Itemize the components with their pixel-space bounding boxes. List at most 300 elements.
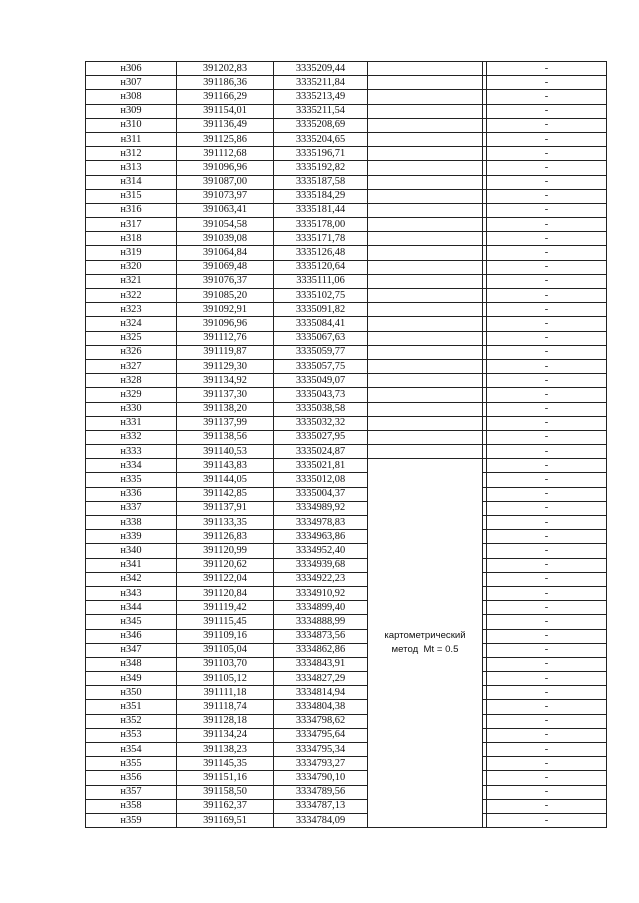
- y-coordinate-cell: 3334793,27: [274, 757, 368, 771]
- table-row: [86, 76, 607, 90]
- x-coordinate-cell: 391120,84: [177, 586, 274, 600]
- table-row: [86, 743, 607, 757]
- y-coordinate-cell: 3334939,68: [274, 558, 368, 572]
- x-coordinate-cell: 391138,56: [177, 430, 274, 444]
- point-name-cell: н316: [86, 203, 177, 217]
- note-cell: -: [487, 657, 607, 671]
- y-coordinate-cell: 3334862,86: [274, 643, 368, 657]
- point-name-cell: н352: [86, 714, 177, 728]
- table-row: [86, 246, 607, 260]
- note-cell: -: [487, 246, 607, 260]
- table-row: [86, 203, 607, 217]
- table-row: [86, 629, 607, 643]
- x-coordinate-cell: 391103,70: [177, 657, 274, 671]
- x-coordinate-cell: 391137,30: [177, 388, 274, 402]
- method-cell: [368, 459, 483, 828]
- table-row: [86, 345, 607, 359]
- x-coordinate-cell: 391151,16: [177, 771, 274, 785]
- point-name-cell: н342: [86, 572, 177, 586]
- method-cell-empty: [368, 303, 483, 317]
- point-name-cell: н338: [86, 516, 177, 530]
- table-row: [86, 317, 607, 331]
- x-coordinate-cell: 391109,16: [177, 629, 274, 643]
- point-name-cell: н318: [86, 232, 177, 246]
- x-coordinate-cell: 391120,99: [177, 544, 274, 558]
- x-coordinate-cell: 391162,37: [177, 799, 274, 813]
- y-coordinate-cell: 3335120,64: [274, 260, 368, 274]
- y-coordinate-cell: 3335181,44: [274, 203, 368, 217]
- point-name-cell: н333: [86, 445, 177, 459]
- table-row: [86, 274, 607, 288]
- point-name-cell: н309: [86, 104, 177, 118]
- y-coordinate-cell: 3334910,92: [274, 586, 368, 600]
- note-cell: -: [487, 289, 607, 303]
- y-coordinate-cell: 3335057,75: [274, 359, 368, 373]
- method-cell-empty: [368, 274, 483, 288]
- point-name-cell: н312: [86, 147, 177, 161]
- point-name-cell: н324: [86, 317, 177, 331]
- x-coordinate-cell: 391158,50: [177, 785, 274, 799]
- table-row: [86, 289, 607, 303]
- y-coordinate-cell: 3335208,69: [274, 118, 368, 132]
- x-coordinate-cell: 391105,12: [177, 672, 274, 686]
- y-coordinate-cell: 3335038,58: [274, 402, 368, 416]
- note-cell: -: [487, 430, 607, 444]
- x-coordinate-cell: 391076,37: [177, 274, 274, 288]
- y-coordinate-cell: 3335043,73: [274, 388, 368, 402]
- note-cell: -: [487, 62, 607, 76]
- table-row: [86, 728, 607, 742]
- method-cell-empty: [368, 289, 483, 303]
- note-cell: -: [487, 771, 607, 785]
- y-coordinate-cell: 3335213,49: [274, 90, 368, 104]
- method-cell-empty: [368, 359, 483, 373]
- x-coordinate-cell: 391142,85: [177, 487, 274, 501]
- table-row: [86, 189, 607, 203]
- y-coordinate-cell: 3335178,00: [274, 218, 368, 232]
- x-coordinate-cell: 391129,30: [177, 359, 274, 373]
- x-coordinate-cell: 391119,87: [177, 345, 274, 359]
- point-name-cell: н311: [86, 132, 177, 146]
- table-row: [86, 62, 607, 76]
- method-cell-empty: [368, 232, 483, 246]
- coordinates-table-body: [86, 62, 607, 828]
- x-coordinate-cell: 391186,36: [177, 76, 274, 90]
- point-name-cell: н326: [86, 345, 177, 359]
- note-cell: -: [487, 459, 607, 473]
- note-cell: -: [487, 203, 607, 217]
- point-name-cell: н340: [86, 544, 177, 558]
- note-cell: -: [487, 104, 607, 118]
- table-row: [86, 175, 607, 189]
- y-coordinate-cell: 3335021,81: [274, 459, 368, 473]
- point-name-cell: н329: [86, 388, 177, 402]
- x-coordinate-cell: 391140,53: [177, 445, 274, 459]
- table-row: [86, 501, 607, 515]
- x-coordinate-cell: 391138,23: [177, 743, 274, 757]
- method-cell-empty: [368, 132, 483, 146]
- note-cell: -: [487, 416, 607, 430]
- x-coordinate-cell: 391112,76: [177, 331, 274, 345]
- method-cell-empty: [368, 445, 483, 459]
- x-coordinate-cell: 391039,08: [177, 232, 274, 246]
- table-row: [86, 771, 607, 785]
- table-row: [86, 388, 607, 402]
- point-name-cell: н321: [86, 274, 177, 288]
- note-cell: -: [487, 700, 607, 714]
- x-coordinate-cell: 391144,05: [177, 473, 274, 487]
- y-coordinate-cell: 3334787,13: [274, 799, 368, 813]
- y-coordinate-cell: 3335211,54: [274, 104, 368, 118]
- y-coordinate-cell: 3334899,40: [274, 601, 368, 615]
- y-coordinate-cell: 3335102,75: [274, 289, 368, 303]
- x-coordinate-cell: 391063,41: [177, 203, 274, 217]
- x-coordinate-cell: 391118,74: [177, 700, 274, 714]
- note-cell: -: [487, 615, 607, 629]
- note-cell: -: [487, 76, 607, 90]
- table-row: [86, 586, 607, 600]
- note-cell: -: [487, 175, 607, 189]
- point-name-cell: н347: [86, 643, 177, 657]
- note-cell: -: [487, 501, 607, 515]
- y-coordinate-cell: 3335196,71: [274, 147, 368, 161]
- x-coordinate-cell: 391064,84: [177, 246, 274, 260]
- table-row: [86, 374, 607, 388]
- table-row: [86, 147, 607, 161]
- method-cell-empty: [368, 90, 483, 104]
- point-name-cell: н331: [86, 416, 177, 430]
- table-row: [86, 700, 607, 714]
- method-cell-empty: [368, 218, 483, 232]
- x-coordinate-cell: 391085,20: [177, 289, 274, 303]
- method-cell-empty: [368, 76, 483, 90]
- point-name-cell: н314: [86, 175, 177, 189]
- note-cell: -: [487, 402, 607, 416]
- y-coordinate-cell: 3335126,48: [274, 246, 368, 260]
- point-name-cell: н307: [86, 76, 177, 90]
- point-name-cell: н336: [86, 487, 177, 501]
- table-row: [86, 331, 607, 345]
- note-cell: -: [487, 218, 607, 232]
- method-cell-empty: [368, 189, 483, 203]
- x-coordinate-cell: 391115,45: [177, 615, 274, 629]
- point-name-cell: н319: [86, 246, 177, 260]
- point-name-cell: н328: [86, 374, 177, 388]
- table-row: [86, 558, 607, 572]
- y-coordinate-cell: 3334952,40: [274, 544, 368, 558]
- point-name-cell: н322: [86, 289, 177, 303]
- y-coordinate-cell: 3334784,09: [274, 813, 368, 827]
- x-coordinate-cell: 391111,18: [177, 686, 274, 700]
- method-cell-empty: [368, 203, 483, 217]
- note-cell: -: [487, 90, 607, 104]
- x-coordinate-cell: 391166,29: [177, 90, 274, 104]
- table-row: [86, 601, 607, 615]
- method-cell-empty: [368, 62, 483, 76]
- y-coordinate-cell: 3335049,07: [274, 374, 368, 388]
- point-name-cell: н354: [86, 743, 177, 757]
- y-coordinate-cell: 3334843,91: [274, 657, 368, 671]
- coordinates-table: [85, 61, 607, 828]
- y-coordinate-cell: 3334789,56: [274, 785, 368, 799]
- note-cell: -: [487, 743, 607, 757]
- x-coordinate-cell: 391122,04: [177, 572, 274, 586]
- table-row: [86, 757, 607, 771]
- table-row: [86, 232, 607, 246]
- table-row: [86, 118, 607, 132]
- method-cell-empty: [368, 260, 483, 274]
- note-cell: -: [487, 799, 607, 813]
- point-name-cell: н350: [86, 686, 177, 700]
- method-cell-empty: [368, 345, 483, 359]
- method-cell-empty: [368, 331, 483, 345]
- method-cell-empty: [368, 402, 483, 416]
- note-cell: -: [487, 445, 607, 459]
- note-cell: -: [487, 473, 607, 487]
- table-row: [86, 530, 607, 544]
- y-coordinate-cell: 3335171,78: [274, 232, 368, 246]
- method-cell-empty: [368, 317, 483, 331]
- y-coordinate-cell: 3334795,34: [274, 743, 368, 757]
- note-cell: -: [487, 331, 607, 345]
- x-coordinate-cell: 391096,96: [177, 317, 274, 331]
- y-coordinate-cell: 3335027,95: [274, 430, 368, 444]
- note-cell: -: [487, 813, 607, 827]
- y-coordinate-cell: 3335012,08: [274, 473, 368, 487]
- y-coordinate-cell: 3335187,58: [274, 175, 368, 189]
- y-coordinate-cell: 3335192,82: [274, 161, 368, 175]
- table-row: [86, 544, 607, 558]
- table-row: [86, 813, 607, 827]
- point-name-cell: н356: [86, 771, 177, 785]
- note-cell: -: [487, 161, 607, 175]
- x-coordinate-cell: 391073,97: [177, 189, 274, 203]
- y-coordinate-cell: 3334795,64: [274, 728, 368, 742]
- note-cell: -: [487, 530, 607, 544]
- y-coordinate-cell: 3334963,86: [274, 530, 368, 544]
- point-name-cell: н341: [86, 558, 177, 572]
- table-row: [86, 132, 607, 146]
- y-coordinate-cell: 3334790,10: [274, 771, 368, 785]
- point-name-cell: н323: [86, 303, 177, 317]
- y-coordinate-cell: 3334888,99: [274, 615, 368, 629]
- table-row: [86, 104, 607, 118]
- table-row: [86, 672, 607, 686]
- x-coordinate-cell: 391134,92: [177, 374, 274, 388]
- method-cell-empty: [368, 374, 483, 388]
- method-cell-empty: [368, 416, 483, 430]
- y-coordinate-cell: 3334922,23: [274, 572, 368, 586]
- table-row: [86, 785, 607, 799]
- y-coordinate-cell: 3335211,84: [274, 76, 368, 90]
- point-name-cell: н332: [86, 430, 177, 444]
- table-row: [86, 459, 607, 473]
- x-coordinate-cell: 391137,91: [177, 501, 274, 515]
- method-cell-empty: [368, 147, 483, 161]
- x-coordinate-cell: 391169,51: [177, 813, 274, 827]
- note-cell: -: [487, 728, 607, 742]
- note-cell: -: [487, 643, 607, 657]
- y-coordinate-cell: 3335067,63: [274, 331, 368, 345]
- note-cell: -: [487, 232, 607, 246]
- y-coordinate-cell: 3334873,56: [274, 629, 368, 643]
- note-cell: -: [487, 572, 607, 586]
- note-cell: -: [487, 586, 607, 600]
- x-coordinate-cell: 391143,83: [177, 459, 274, 473]
- note-cell: -: [487, 189, 607, 203]
- point-name-cell: н358: [86, 799, 177, 813]
- table-row: [86, 416, 607, 430]
- table-row: [86, 303, 607, 317]
- point-name-cell: н334: [86, 459, 177, 473]
- point-name-cell: н349: [86, 672, 177, 686]
- point-name-cell: н345: [86, 615, 177, 629]
- y-coordinate-cell: 3335184,29: [274, 189, 368, 203]
- point-name-cell: н359: [86, 813, 177, 827]
- y-coordinate-cell: 3335091,82: [274, 303, 368, 317]
- y-coordinate-cell: 3335059,77: [274, 345, 368, 359]
- note-cell: -: [487, 785, 607, 799]
- point-name-cell: н353: [86, 728, 177, 742]
- point-name-cell: н335: [86, 473, 177, 487]
- table-row: [86, 161, 607, 175]
- method-cell-empty: [368, 118, 483, 132]
- point-name-cell: н313: [86, 161, 177, 175]
- method-name: картометрический: [384, 630, 466, 642]
- point-name-cell: н357: [86, 785, 177, 799]
- method-cell-empty: [368, 175, 483, 189]
- method-cell-empty: [368, 104, 483, 118]
- note-cell: -: [487, 714, 607, 728]
- y-coordinate-cell: 3334989,92: [274, 501, 368, 515]
- x-coordinate-cell: 391054,58: [177, 218, 274, 232]
- y-coordinate-cell: 3334798,62: [274, 714, 368, 728]
- note-cell: -: [487, 544, 607, 558]
- method-cell-empty: [368, 388, 483, 402]
- note-cell: -: [487, 601, 607, 615]
- point-name-cell: н320: [86, 260, 177, 274]
- x-coordinate-cell: 391087,00: [177, 175, 274, 189]
- x-coordinate-cell: 391069,48: [177, 260, 274, 274]
- x-coordinate-cell: 391105,04: [177, 643, 274, 657]
- x-coordinate-cell: 391138,20: [177, 402, 274, 416]
- table-row: [86, 686, 607, 700]
- note-cell: -: [487, 118, 607, 132]
- table-row: [86, 359, 607, 373]
- point-name-cell: н306: [86, 62, 177, 76]
- table-row: [86, 572, 607, 586]
- note-cell: -: [487, 757, 607, 771]
- table-row: [86, 643, 607, 657]
- x-coordinate-cell: 391133,35: [177, 516, 274, 530]
- point-name-cell: н344: [86, 601, 177, 615]
- point-name-cell: н346: [86, 629, 177, 643]
- note-cell: -: [487, 260, 607, 274]
- note-cell: -: [487, 317, 607, 331]
- y-coordinate-cell: 3335209,44: [274, 62, 368, 76]
- table-row: [86, 487, 607, 501]
- table-row: [86, 218, 607, 232]
- point-name-cell: н308: [86, 90, 177, 104]
- point-name-cell: н315: [86, 189, 177, 203]
- table-row: [86, 90, 607, 104]
- y-coordinate-cell: 3334804,38: [274, 700, 368, 714]
- point-name-cell: н355: [86, 757, 177, 771]
- table-row: [86, 714, 607, 728]
- x-coordinate-cell: 391125,86: [177, 132, 274, 146]
- table-row: [86, 260, 607, 274]
- y-coordinate-cell: 3335032,32: [274, 416, 368, 430]
- method-cell-empty: [368, 246, 483, 260]
- note-cell: -: [487, 374, 607, 388]
- method-cell-empty: [368, 161, 483, 175]
- note-cell: -: [487, 388, 607, 402]
- table-row: [86, 657, 607, 671]
- x-coordinate-cell: 391119,42: [177, 601, 274, 615]
- note-cell: -: [487, 629, 607, 643]
- point-name-cell: н339: [86, 530, 177, 544]
- x-coordinate-cell: 391137,99: [177, 416, 274, 430]
- note-cell: -: [487, 303, 607, 317]
- point-name-cell: н330: [86, 402, 177, 416]
- x-coordinate-cell: 391126,83: [177, 530, 274, 544]
- y-coordinate-cell: 3335084,41: [274, 317, 368, 331]
- table-row: [86, 516, 607, 530]
- table-row: [86, 430, 607, 444]
- y-coordinate-cell: 3334814,94: [274, 686, 368, 700]
- note-cell: -: [487, 274, 607, 288]
- y-coordinate-cell: 3335204,65: [274, 132, 368, 146]
- note-cell: -: [487, 516, 607, 530]
- note-cell: -: [487, 132, 607, 146]
- point-name-cell: н343: [86, 586, 177, 600]
- note-cell: -: [487, 345, 607, 359]
- table-row: [86, 473, 607, 487]
- x-coordinate-cell: 391145,35: [177, 757, 274, 771]
- note-cell: -: [487, 558, 607, 572]
- point-name-cell: н348: [86, 657, 177, 671]
- x-coordinate-cell: 391136,49: [177, 118, 274, 132]
- note-cell: -: [487, 487, 607, 501]
- point-name-cell: н351: [86, 700, 177, 714]
- table-row: [86, 402, 607, 416]
- point-name-cell: н317: [86, 218, 177, 232]
- y-coordinate-cell: 3335111,06: [274, 274, 368, 288]
- table-row: [86, 799, 607, 813]
- y-coordinate-cell: 3334827,29: [274, 672, 368, 686]
- x-coordinate-cell: 391112,68: [177, 147, 274, 161]
- x-coordinate-cell: 391092,91: [177, 303, 274, 317]
- method-accuracy: метод Mt = 0.5: [391, 644, 459, 656]
- x-coordinate-cell: 391202,83: [177, 62, 274, 76]
- y-coordinate-cell: 3335024,87: [274, 445, 368, 459]
- y-coordinate-cell: 3335004,37: [274, 487, 368, 501]
- note-cell: -: [487, 686, 607, 700]
- x-coordinate-cell: 391154,01: [177, 104, 274, 118]
- point-name-cell: н325: [86, 331, 177, 345]
- table-row: [86, 615, 607, 629]
- note-cell: -: [487, 359, 607, 373]
- x-coordinate-cell: 391120,62: [177, 558, 274, 572]
- method-cell-empty: [368, 430, 483, 444]
- x-coordinate-cell: 391134,24: [177, 728, 274, 742]
- y-coordinate-cell: 3334978,83: [274, 516, 368, 530]
- table-row: [86, 445, 607, 459]
- point-name-cell: н310: [86, 118, 177, 132]
- x-coordinate-cell: 391128,18: [177, 714, 274, 728]
- note-cell: -: [487, 147, 607, 161]
- point-name-cell: н327: [86, 359, 177, 373]
